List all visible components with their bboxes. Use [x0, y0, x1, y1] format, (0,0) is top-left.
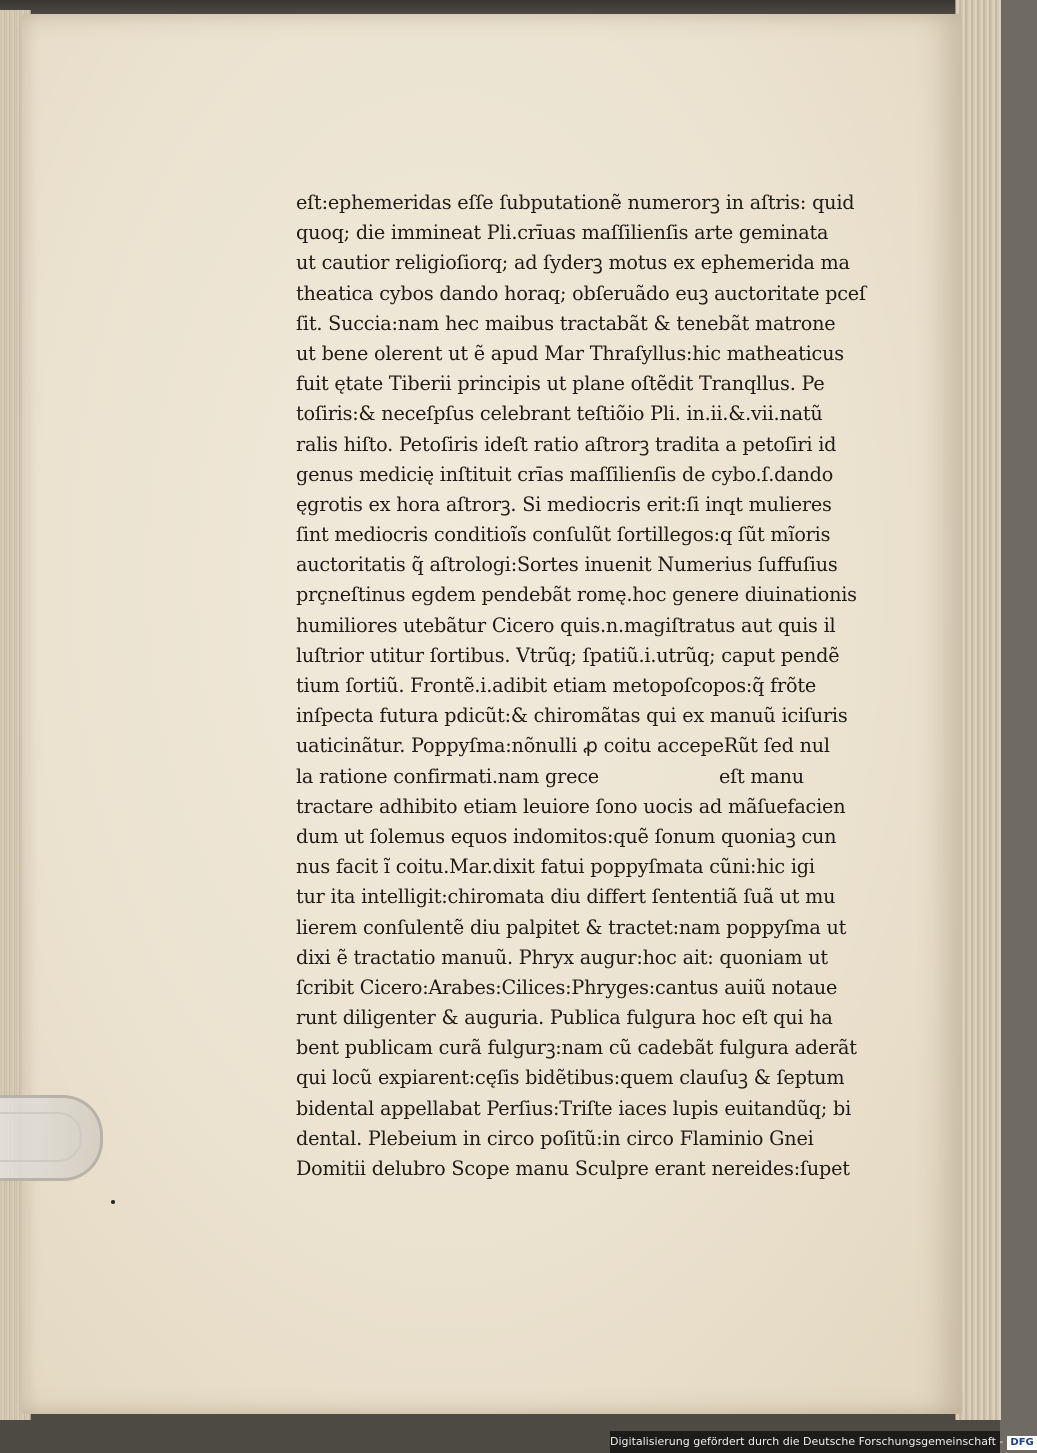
text-line: ralis hiſto. Petoſiris ideſt ratio aſtrorꝫ tradita a petoſiri id	[296, 432, 837, 456]
text-line: uaticinãtur. Poppyſma:nõnulli ꝓ coitu accepeRũt ſed nul	[296, 734, 830, 758]
text-line: bent publicam curã fulgurꝫ:nam cũ cadebãt fulgura aderãt	[296, 1036, 857, 1060]
text-line: theatica cybos dando horaq; obſeruãdo euꝫ auctoritate pceſ	[296, 281, 866, 305]
text-line: ut cautior religioſiorq; ad ſyderꝫ motus ex ephemerida ma	[296, 251, 850, 275]
text-line: lierem conſulentẽ diu palpitet & tractet:nam poppyſma ut	[296, 915, 847, 939]
text-line: humiliores utebãtur Cicero quis.n.magiſtratus aut quis il	[296, 613, 836, 637]
text-line: auctoritatis q̃ aſtrologi:Sortes inuenit Numerius ſuffuſius	[296, 553, 838, 577]
text-line: ęgrotis ex hora aſtrorꝫ. Si mediocris erit:ſi inqt mulieres	[296, 492, 832, 516]
text-line: tur ita intelligit:chiromata diu differt ſententiã ſuã ut mu	[296, 885, 836, 909]
paper-clip-inner-loop	[0, 1112, 82, 1162]
ink-spot	[111, 1200, 115, 1204]
text-line-with-gap	[296, 762, 866, 792]
text-line: nus facit ĩ coitu.Mar.dixit fatui poppyſmata cũni:hic igi	[296, 855, 815, 879]
text-line: tractare adhibito etiam leuiore ſono uocis ad mãſuefacien	[296, 794, 846, 818]
dfg-logo-icon: DFG	[1007, 1436, 1036, 1450]
footer-text: Digitalisierung gefördert durch die Deutsche Forschungsgemeinschaft -	[610, 1435, 1004, 1448]
text-line: quoq; die immineat Pli.crīuas maſſilienſis arte geminata	[296, 221, 829, 245]
text-line: eſt:ephemeridas eſſe ſubputationẽ numerorꝫ in aſtris: quid	[296, 191, 855, 214]
text-line: Domitii delubro Scope manu Sculpre erant nereides:ſupet	[296, 1157, 850, 1180]
text-line: ſit. Succia:nam hec maibus tractabãt & tenebãt matrone	[296, 311, 836, 335]
text-line: dixi ẽ tractatio manuũ. Phryx augur:hoc ait: quoniam ut	[296, 945, 828, 969]
text-line: dental. Plebeium in circo poſitũ:in circo Flaminio Gnei	[296, 1126, 814, 1150]
text-line: genus medicię inſtituit crīas maſſilienſis de cybo.ſ.dando	[296, 462, 834, 486]
text-line: ſcribit Cicero:Arabes:Cilices:Phryges:cantus auiũ notaue	[296, 975, 838, 999]
text-line: prçneſtinus egdem pendebãt romę.hoc genere diuinationis	[296, 583, 857, 607]
text-line-head: la ratione confirmati.nam grece	[296, 764, 599, 788]
text-line: ſint mediocris conditioĩs conſulũt ſortillegos:q ſũt mĩoris	[296, 523, 831, 547]
text-line: toſiris:& neceſpſus celebrant teſtiõio Pli. in.ii.&.vii.natũ	[296, 402, 823, 426]
text-line: qui locũ expiarent:cęſis bidẽtibus:quem clauſuꝫ & ſeptum	[296, 1066, 845, 1090]
text-block	[296, 188, 866, 1184]
text-line: fuit ętate Tiberii principis ut plane oſtẽdit Tranqllus. Pe	[296, 372, 825, 396]
text-line: tium ſortiũ. Frontẽ.i.adibit etiam metopoſcopos:q̃ frõte	[296, 674, 817, 697]
text-line-tail: eſt manu	[718, 764, 804, 788]
text-line: luſtrior utitur ſortibus. Vtrũq; ſpatiũ.i.utrũq; caput pendẽ	[296, 643, 840, 667]
text-line: runt diligenter & auguria. Publica fulgura hoc eſt qui ha	[296, 1006, 833, 1030]
text-line: bidental appellabat Perſius:Triſte iaces lupis euitandũq; bi	[296, 1096, 852, 1120]
text-line: dum ut ſolemus equos indomitos:quẽ ſonum quoniaꝫ cun	[296, 824, 837, 848]
text-line: inſpecta futura pdicũt:& chiromãtas qui ex manuũ iciſuris	[296, 704, 848, 728]
digitization-footer	[610, 1431, 1034, 1453]
text-line: ut bene olerent ut ẽ apud Mar Thraſyllus:hic matheaticus	[296, 341, 844, 365]
